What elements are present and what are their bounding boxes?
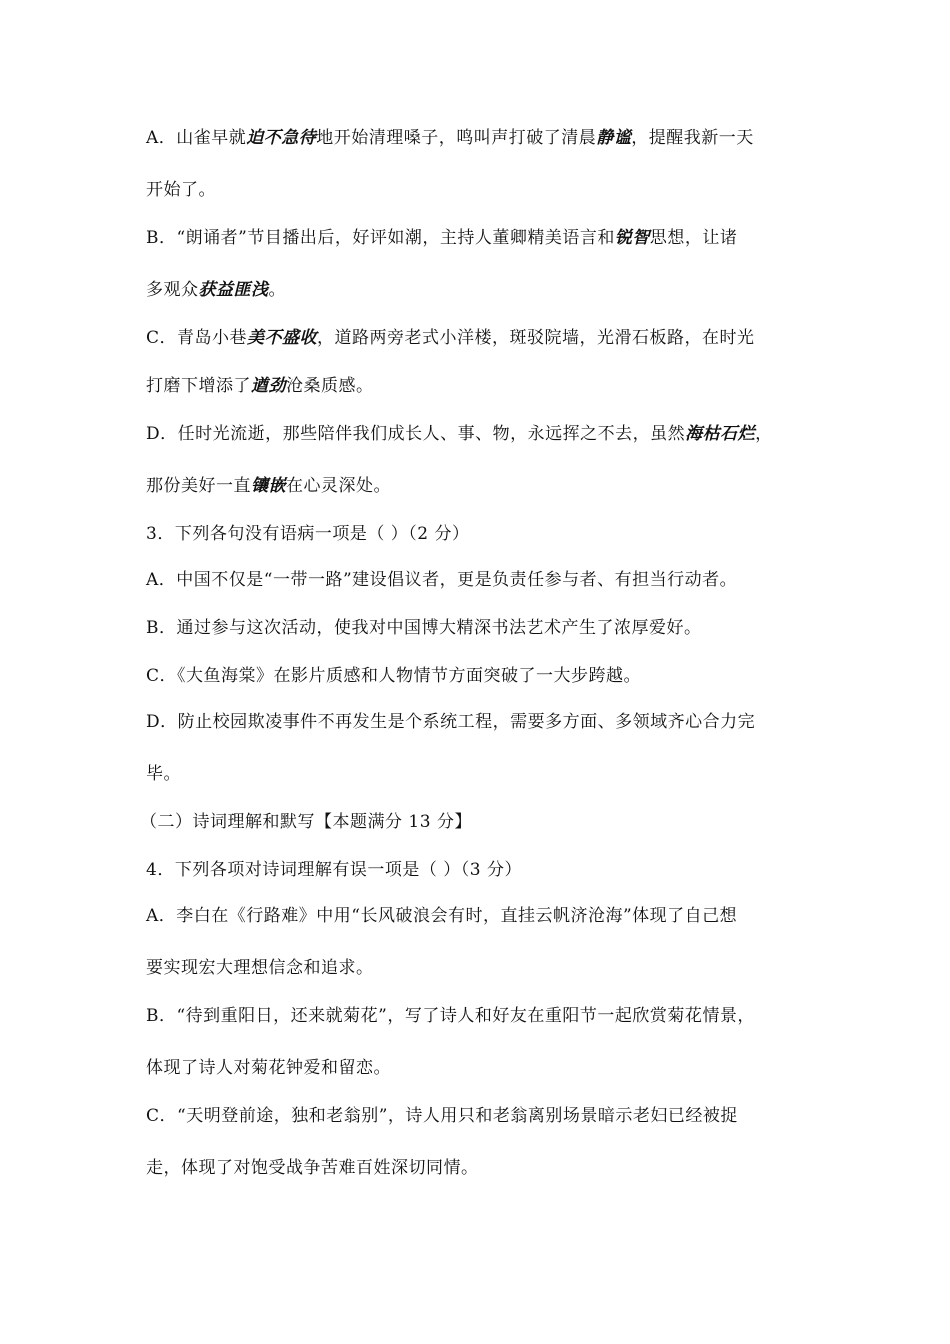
option-text: 毕。 (146, 764, 181, 784)
question-3-option-a (146, 568, 737, 592)
option-a-line-2 (146, 178, 216, 202)
text-segment: 开始了。 (146, 180, 216, 200)
option-text: 走，体现了对饱受战争苦难百姓深切同情。 (146, 1158, 479, 1178)
text-segment: ， (755, 424, 773, 444)
option-text: 体现了诗人对菊花钟爱和留恋。 (146, 1058, 391, 1078)
text-segment: ，道路两旁老式小洋楼，斑驳院墙，光滑石板路，在时光 (317, 328, 755, 348)
question-4-option-a-line-2 (146, 956, 374, 980)
text-segment: C．青岛小巷 (146, 328, 248, 348)
option-text: B．“待到重阳日，还来就菊花”，写了诗人和好友在重阳节一起欣赏菊花情景， (146, 1006, 755, 1026)
question-3 (146, 522, 469, 546)
text-segment: D．任时光流逝，那些陪伴我们成长人、事、物，永远挥之不去，虽然 (146, 424, 686, 444)
section-heading (140, 810, 472, 834)
highlighted-phrase: 获益匪浅 (198, 280, 269, 300)
highlighted-phrase: 美不盛收 (247, 328, 318, 348)
text-segment: 多观众 (146, 280, 199, 300)
option-b-line-1 (146, 226, 737, 250)
question-3-option-d-line-2 (146, 762, 181, 786)
option-d-line-1 (146, 422, 773, 446)
option-text: A．中国不仅是“一带一路”建设倡议者，更是负责任参与者、有担当行动者。 (146, 570, 738, 590)
highlighted-phrase: 海枯石烂 (685, 424, 756, 444)
question-4-option-b-line-2 (146, 1056, 391, 1080)
question-4-option-c-line-2 (146, 1156, 479, 1180)
option-d-line-2 (146, 474, 391, 498)
section-title: （二）诗词理解和默写【本题满分 13 分】 (140, 812, 472, 832)
option-c-line-1 (146, 326, 755, 350)
text-segment: 思想，让诸 (649, 228, 738, 248)
question-text: 4．下列各项对诗词理解有误一项是（ ）（3 分） (146, 860, 522, 880)
highlighted-phrase: 遒劲 (251, 376, 286, 396)
question-3-option-c (146, 664, 641, 688)
text-segment: 沧桑质感。 (286, 376, 374, 396)
option-text: C．《大鱼海棠》在影片质感和人物情节方面突破了一大步跨越。 (146, 666, 642, 686)
question-3-option-b (146, 616, 702, 640)
text-segment: 那份美好一直 (146, 476, 251, 496)
highlighted-phrase: 静谧 (596, 128, 632, 148)
highlighted-phrase: 迫不急待 (246, 128, 317, 148)
highlighted-phrase: 锐智 (614, 228, 650, 248)
option-text: 要实现宏大理想信念和追求。 (146, 958, 374, 978)
question-text: 3．下列各句没有语病一项是（ ）（2 分） (146, 524, 470, 544)
text-segment: ，提醒我新一天 (631, 128, 754, 148)
text-segment: 地开始清理嗓子，鸣叫声打破了清晨 (316, 128, 597, 148)
option-a-line-1 (146, 126, 754, 150)
option-text: A．李白在《行路难》中用“长风破浪会有时，直挂云帆济沧海”体现了自己想 (146, 906, 738, 926)
text-segment: B．“朗诵者”节目播出后，好评如潮，主持人董卿精美语言和 (146, 228, 615, 248)
highlighted-phrase: 镶嵌 (251, 476, 286, 496)
question-4-option-c-line-1 (146, 1104, 738, 1128)
option-text: B．通过参与这次活动，使我对中国博大精深书法艺术产生了浓厚爱好。 (146, 618, 702, 638)
text-segment: A．山雀早就 (146, 128, 247, 148)
text-segment: 。 (268, 280, 286, 300)
option-text: D．防止校园欺凌事件不再发生是个系统工程，需要多方面、多领域齐心合力完 (146, 712, 756, 732)
option-text: C．“天明登前途，独和老翁别”，诗人用只和老翁离别场景暗示老妇已经被捉 (146, 1106, 738, 1126)
text-segment: 在心灵深处。 (286, 476, 391, 496)
text-segment: 打磨下增添了 (146, 376, 251, 396)
question-3-option-d-line-1 (146, 710, 755, 734)
question-4-option-a-line-1 (146, 904, 737, 928)
option-b-line-2 (146, 278, 286, 302)
question-4-option-b-line-1 (146, 1004, 755, 1028)
question-4 (146, 858, 522, 882)
option-c-line-2 (146, 374, 374, 398)
